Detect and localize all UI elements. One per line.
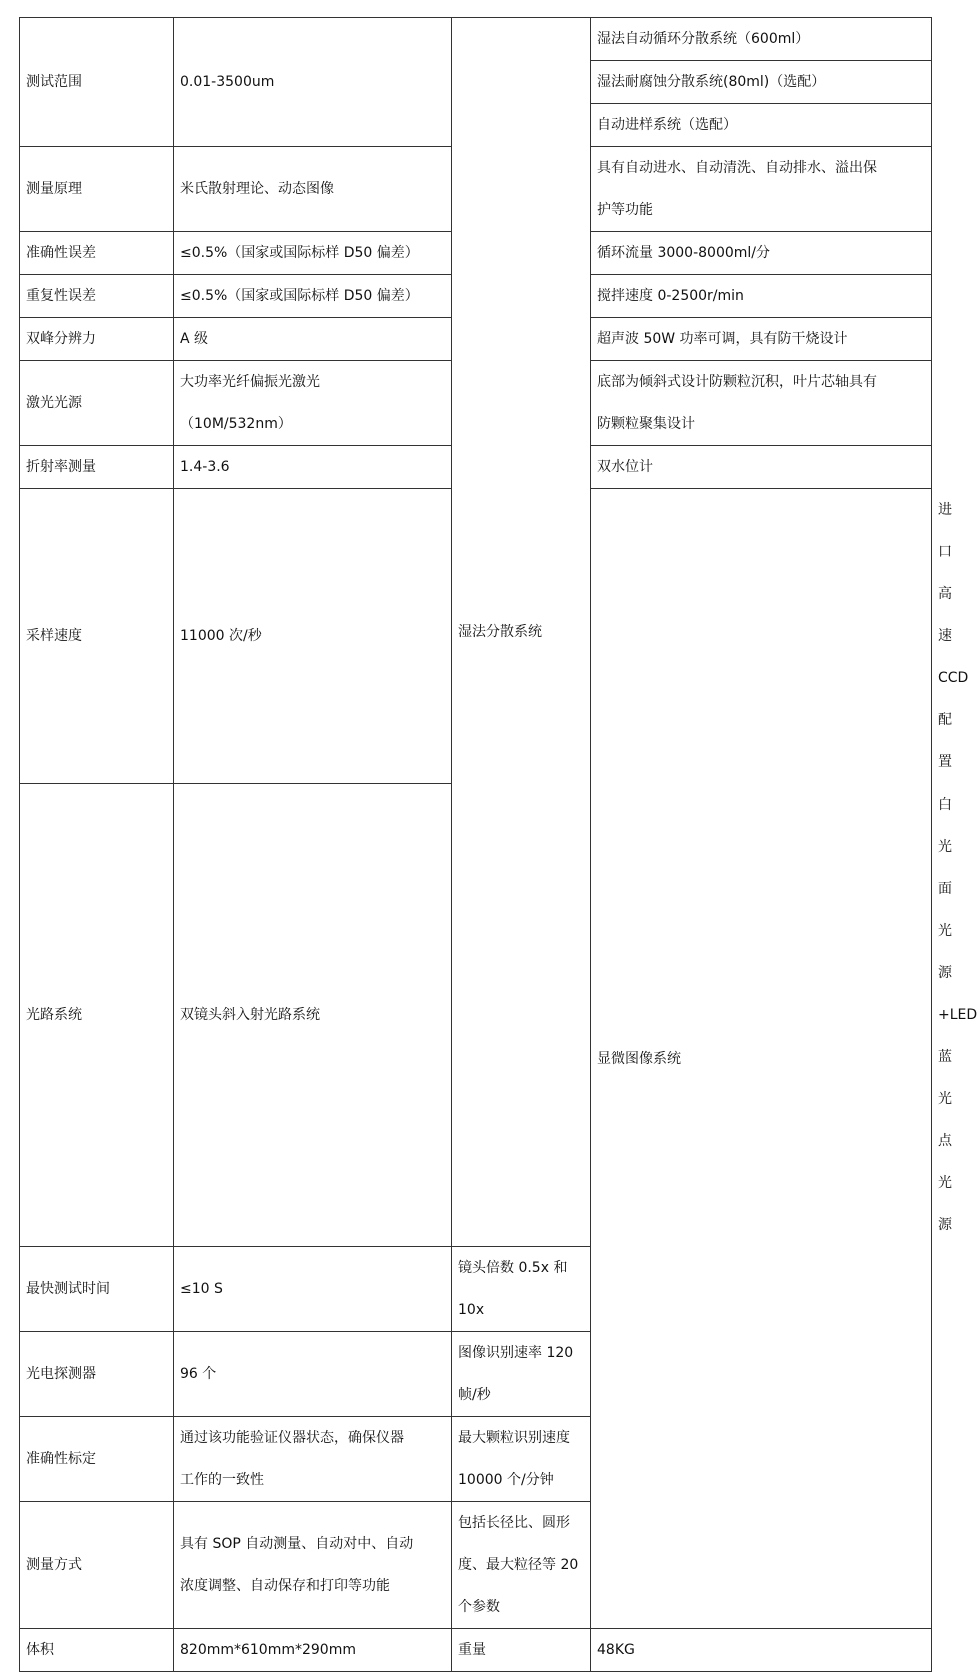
wet-item: 搅拌速度 0-2500r/min (591, 275, 932, 318)
value-volume: 820mm*610mm*290mm (174, 1629, 452, 1672)
label-bimodal: 双峰分辨力 (20, 318, 174, 361)
value-detector: 96 个 (174, 1332, 452, 1417)
value-calibration-line: 通过该功能验证仪器状态，确保仪器 (180, 1430, 404, 1446)
label-test-range: 测试范围 (20, 18, 174, 147)
label-volume: 体积 (20, 1629, 174, 1672)
wet-item-line: 具有自动进水、自动清洗、自动排水、溢出保 (597, 160, 877, 176)
wet-item-line: 防颗粒聚集设计 (597, 416, 695, 432)
value-sampling: 11000 次/秒 (174, 489, 452, 784)
value-refractive: 1.4-3.6 (174, 446, 452, 489)
micro-item: 包括长径比、圆形度、最大粒径等 20 个参数 (452, 1502, 591, 1629)
value-weight: 48KG (591, 1629, 932, 1672)
microscope-label: 显微图像系统 (591, 489, 932, 1629)
label-fastest-time: 最快测试时间 (20, 1247, 174, 1332)
wet-item-line: 护等功能 (597, 202, 653, 218)
wet-item (591, 361, 932, 446)
value-laser (174, 361, 452, 446)
value-repeatability: ≤0.5%（国家或国际标样 D50 偏差） (174, 275, 452, 318)
value-calibration (174, 1417, 452, 1502)
wet-item: 超声波 50W 功率可调，具有防干烧设计 (591, 318, 932, 361)
label-repeatability: 重复性误差 (20, 275, 174, 318)
spec-table: 测试范围 0.01-3500um 湿法分散系统 湿法自动循环分散系统（600ml） 湿法耐腐蚀分散系统(80ml)（选配） 自动进样系统（选配） 测量原理 米氏散射理论、动态图像 具有自动进水、自动清洗、自动排水、溢出保 护等功能 准确性误差 ≤0.5%（国家或国际标样 D50 偏差） 循环流量 3000-8000ml/分 重复性误差 ≤0.5%（国家或国际标样 D50 偏差） 搅拌速度 0-2500r/min 双峰分辨力 A 级 超声波 50W 功率可调，具有防干烧设计 激光光源 大功率光纤偏振光激光 （10M/532nm） 底部为倾斜式设计防颗粒沉积，叶片芯轴具有 防颗粒聚集设计 折射率测量 1.4-3.6 双水位计 采样速度 11000 次/秒 显微图像系统 进口高速 CCD 配置 光路系统 双镜头斜入射光路系统 白光面光源+LED 蓝光点光源 最快测试时间 ≤10 S 镜头倍数 0.5x 和 10x 光电探测器 96 个 图像识别速率 120 帧/秒 准确性标定 通过该功能验证仪器状态，确保仪器 工作的一致性 最大颗粒识别速度 10000 个/分钟 测量方式 具有 SOP 自动测量、自动对中、自动 浓度调整、自动保存和打印等功能 包括长径比、圆形度、最大粒径等 20 个参数 体积 820mm*610mm*290mm 重量 48KG (19, 17, 932, 1672)
micro-item: 图像识别速率 120 帧/秒 (452, 1332, 591, 1417)
value-measure-mode-line: 浓度调整、自动保存和打印等功能 (180, 1578, 390, 1594)
wet-item: 循环流量 3000-8000ml/分 (591, 232, 932, 275)
value-test-range: 0.01-3500um (174, 18, 452, 147)
wet-item (591, 147, 932, 232)
label-principle: 测量原理 (20, 147, 174, 232)
label-sampling: 采样速度 (20, 489, 174, 784)
label-calibration: 准确性标定 (20, 1417, 174, 1502)
label-accuracy: 准确性误差 (20, 232, 174, 275)
value-laser-line: （10M/532nm） (180, 416, 292, 432)
value-measure-mode-line: 具有 SOP 自动测量、自动对中、自动 (180, 1536, 414, 1552)
wet-item: 双水位计 (591, 446, 932, 489)
wet-item-line: 底部为倾斜式设计防颗粒沉积，叶片芯轴具有 (597, 374, 877, 390)
value-principle: 米氏散射理论、动态图像 (174, 147, 452, 232)
wet-item: 自动进样系统（选配） (591, 104, 932, 147)
value-measure-mode (174, 1502, 452, 1629)
label-laser: 激光光源 (20, 361, 174, 446)
micro-item: 镜头倍数 0.5x 和 10x (452, 1247, 591, 1332)
micro-item: 最大颗粒识别速度 10000 个/分钟 (452, 1417, 591, 1502)
label-optical-path: 光路系统 (20, 784, 174, 1247)
label-measure-mode: 测量方式 (20, 1502, 174, 1629)
value-bimodal: A 级 (174, 318, 452, 361)
value-accuracy: ≤0.5%（国家或国际标样 D50 偏差） (174, 232, 452, 275)
value-optical-path: 双镜头斜入射光路系统 (174, 784, 452, 1247)
label-weight: 重量 (452, 1629, 591, 1672)
value-calibration-line: 工作的一致性 (180, 1472, 264, 1488)
value-laser-line: 大功率光纤偏振光激光 (180, 374, 320, 390)
label-detector: 光电探测器 (20, 1332, 174, 1417)
wet-item: 湿法自动循环分散系统（600ml） (591, 18, 932, 61)
value-fastest-time: ≤10 S (174, 1247, 452, 1332)
label-refractive: 折射率测量 (20, 446, 174, 489)
wet-item: 湿法耐腐蚀分散系统(80ml)（选配） (591, 61, 932, 104)
wet-dispersion-label: 湿法分散系统 (452, 18, 591, 1247)
